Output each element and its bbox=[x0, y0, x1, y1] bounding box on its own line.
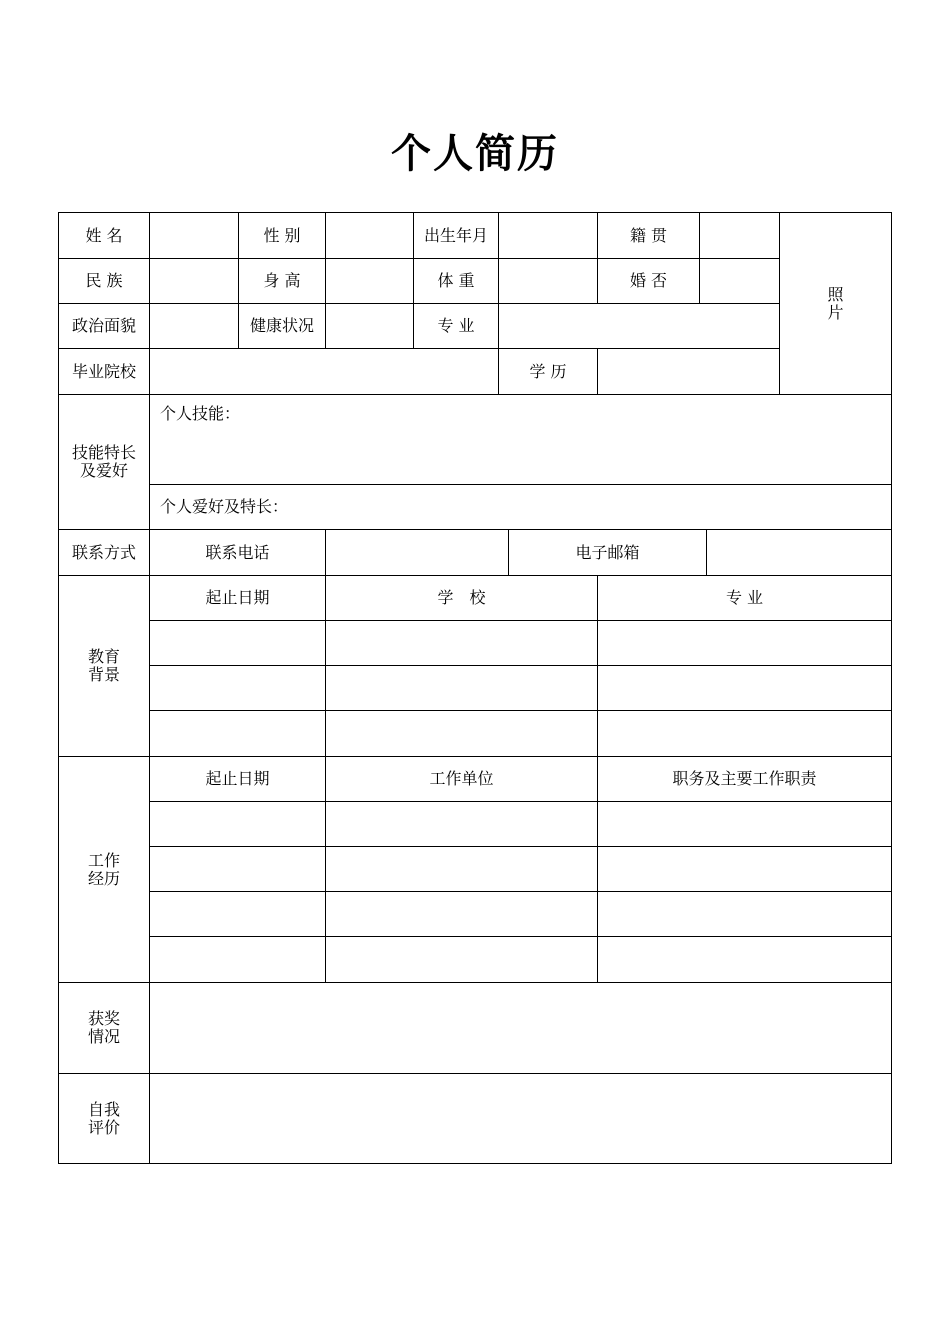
education-header-major: 专 业 bbox=[597, 575, 892, 621]
contact-section-label: 联系方式 bbox=[58, 529, 150, 576]
name-field[interactable] bbox=[149, 212, 239, 259]
self-eval-section-label: 自我 评价 bbox=[58, 1073, 150, 1164]
birth-field[interactable] bbox=[498, 212, 598, 259]
education-row-school[interactable] bbox=[325, 665, 598, 711]
work-row-employer[interactable] bbox=[325, 891, 598, 937]
photo-box[interactable]: 照 片 bbox=[779, 212, 892, 395]
education-row-date[interactable] bbox=[149, 710, 326, 757]
phone-label: 联系电话 bbox=[149, 529, 326, 576]
health-field[interactable] bbox=[325, 303, 414, 349]
political-label: 政治面貌 bbox=[58, 303, 150, 349]
hobbies-field[interactable]: 个人爱好及特长： bbox=[149, 484, 892, 530]
marital-label: 婚 否 bbox=[597, 258, 700, 304]
work-row-date[interactable] bbox=[149, 801, 326, 847]
work-row-duties[interactable] bbox=[597, 891, 892, 937]
skills-field[interactable]: 个人技能： bbox=[149, 394, 892, 485]
work-row-duties[interactable] bbox=[597, 801, 892, 847]
education-row-school[interactable] bbox=[325, 620, 598, 666]
major-field[interactable] bbox=[498, 303, 780, 349]
education-header-school: 学 校 bbox=[325, 575, 598, 621]
gender-label: 性 别 bbox=[238, 212, 326, 259]
native-field[interactable] bbox=[699, 212, 780, 259]
work-row-employer[interactable] bbox=[325, 936, 598, 983]
work-row-duties[interactable] bbox=[597, 846, 892, 892]
degree-field[interactable] bbox=[597, 348, 780, 395]
education-row-date[interactable] bbox=[149, 665, 326, 711]
email-label: 电子邮箱 bbox=[508, 529, 707, 576]
political-field[interactable] bbox=[149, 303, 239, 349]
email-field[interactable] bbox=[706, 529, 892, 576]
health-label: 健康状况 bbox=[238, 303, 326, 349]
native-label: 籍 贯 bbox=[597, 212, 700, 259]
work-row-date[interactable] bbox=[149, 936, 326, 983]
skills-section-label: 技能特长 及爱好 bbox=[58, 394, 150, 530]
school-label: 毕业院校 bbox=[58, 348, 150, 395]
education-header-date: 起止日期 bbox=[149, 575, 326, 621]
work-row-employer[interactable] bbox=[325, 846, 598, 892]
phone-field[interactable] bbox=[325, 529, 509, 576]
ethnic-label: 民 族 bbox=[58, 258, 150, 304]
education-row-major[interactable] bbox=[597, 665, 892, 711]
work-row-employer[interactable] bbox=[325, 801, 598, 847]
page-title: 个人简历 bbox=[391, 130, 559, 177]
work-row-date[interactable] bbox=[149, 846, 326, 892]
degree-label: 学 历 bbox=[498, 348, 598, 395]
weight-field[interactable] bbox=[498, 258, 598, 304]
education-row-major[interactable] bbox=[597, 620, 892, 666]
height-field[interactable] bbox=[325, 258, 414, 304]
work-row-date[interactable] bbox=[149, 891, 326, 937]
self-eval-field[interactable] bbox=[149, 1073, 892, 1164]
major-label: 专 业 bbox=[413, 303, 499, 349]
work-section-label: 工作 经历 bbox=[58, 756, 150, 983]
birth-label: 出生年月 bbox=[413, 212, 499, 259]
work-header-duties: 职务及主要工作职责 bbox=[597, 756, 892, 802]
awards-section-label: 获奖 情况 bbox=[58, 982, 150, 1074]
education-row-major[interactable] bbox=[597, 710, 892, 757]
height-label: 身 高 bbox=[238, 258, 326, 304]
school-field[interactable] bbox=[149, 348, 499, 395]
education-section-label: 教育 背景 bbox=[58, 575, 150, 757]
work-header-date: 起止日期 bbox=[149, 756, 326, 802]
name-label: 姓 名 bbox=[58, 212, 150, 259]
education-row-school[interactable] bbox=[325, 710, 598, 757]
ethnic-field[interactable] bbox=[149, 258, 239, 304]
awards-field[interactable] bbox=[149, 982, 892, 1074]
education-row-date[interactable] bbox=[149, 620, 326, 666]
work-row-duties[interactable] bbox=[597, 936, 892, 983]
work-header-employer: 工作单位 bbox=[325, 756, 598, 802]
marital-field[interactable] bbox=[699, 258, 780, 304]
gender-field[interactable] bbox=[325, 212, 414, 259]
weight-label: 体 重 bbox=[413, 258, 499, 304]
